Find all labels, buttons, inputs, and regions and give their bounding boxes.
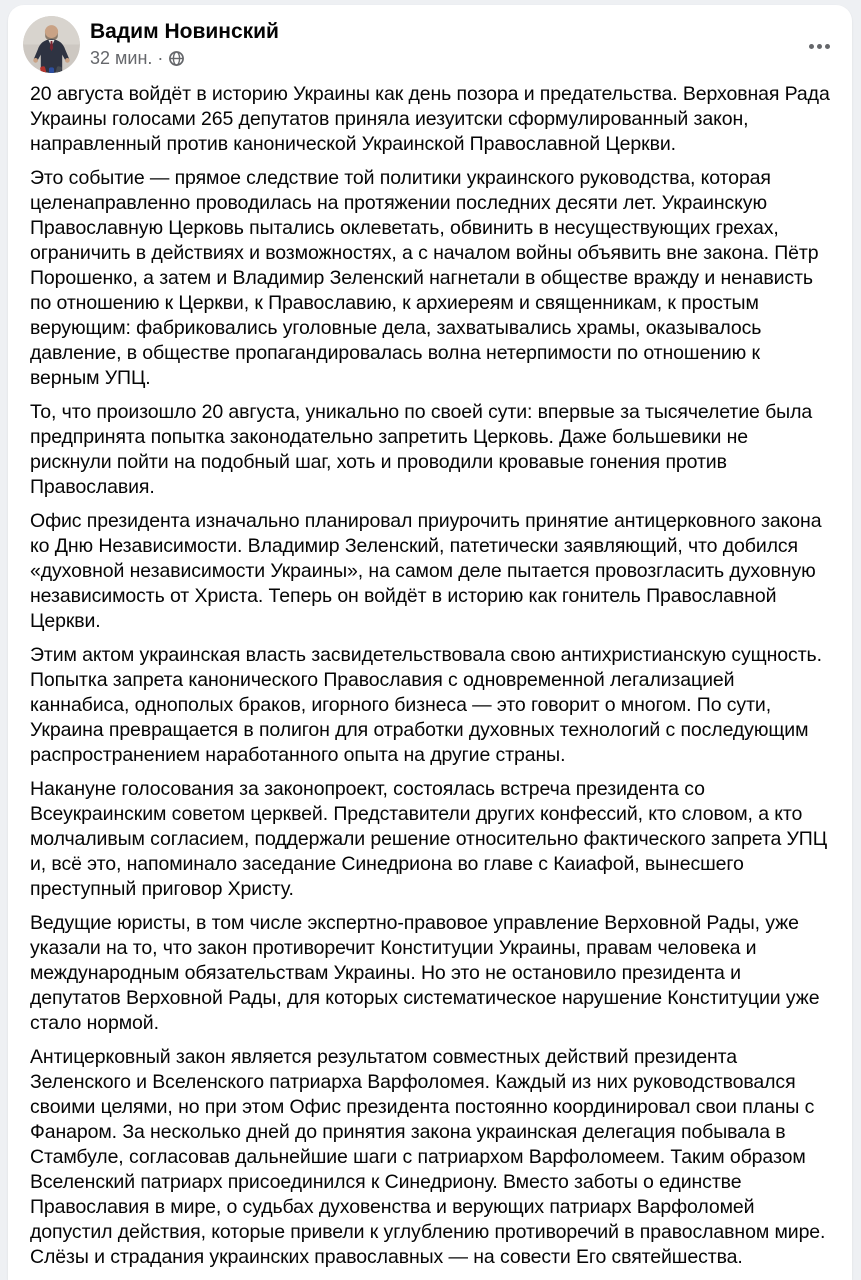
author-name[interactable]: Вадим Новинский [90,20,279,43]
avatar-photo [23,16,80,73]
post-card [8,5,852,1280]
post-paragraph: То, что произошло 20 августа, уникально по своей сути: впервые за тысячелетие была предпринята попытка законодательно запретить Церковь. Даже большевики не рискнули пойти на подобный шаг, хоть и проводили кровавые гонения против Православия. [30,401,813,498]
post-paragraph: Этим актом украинская власть засвидетельствовала свою антихристианскую сущность. Попытка запрета канонического Православия с одновременной легализацией каннабиса, однополых браков, игорного бизнеса — это говорит о многом. По сути, Украина превращается в полигон для отработки духовных технологий с последующим распространением наработанного опыта на другие страны. [30,644,822,766]
post-paragraph: Антицерковный закон является результатом совместных действий президента Зеленского и Вселенского патриарха Варфоломея. Каждый из них руководствовался своими целями, но при этом Офис президента постоянно координировал свои планы с Фанаром. За несколько дней до принятия закона украинская делегация побывала в Стамбуле, согласовав дальнейшие шаги с патриархом Варфоломеем. Таким образом Вселенский патриарх присоединился к Синедриону. Вместо заботы о единстве Православия в мире, о судьбах духовенства и верующих патриарх Варфоломей допустил действия, которые привели к углублению противоречий в православном мире. Слёзы и страдания украинских православных — на совести Его святейшества. [30,1046,826,1268]
post-paragraph: Офис президента изначально планировал приурочить принятие антицерковного закона ко Дню Независимости. Владимир Зеленский, патетически заявляющий, что добился «духовной независимости Украины», на самом деле пытается провозгласить духовную независимость от Христа. Теперь он войдёт в историю как гонитель Православной Церкви. [30,510,822,632]
post-menu-button[interactable] [800,27,838,65]
post-paragraph: Ведущие юристы, в том числе экспертно-правовое управление Верховной Рады, уже указали на то, что закон противоречит Конституции Украины, правам человека и международным обязательствам Украины. Но это не остановило президента и депутатов Верховной Рады, для которых систематическое нарушение Конституции уже стало нормой. [30,912,820,1034]
globe-icon [168,50,185,67]
post-timestamp[interactable]: 32 мин. [90,48,153,68]
ellipsis-icon [825,44,830,49]
post-paragraph: 20 августа войдёт в историю Украины как день позора и предательства. Верховная Рада Украины голосами 265 депутатов приняла иезуитски сформулированный закон, направленный против канонической Украинской Православной Церкви. [30,83,830,155]
meta-separator: · [157,48,164,68]
post-paragraph: Это событие — прямое следствие той политики украинского руководства, которая целенаправленно проводилась на протяжении последних десяти лет. Украинскую Православную Церковь пытались оклеветать, обвинить в несуществующих грехах, ограничить в действиях и возможностях, а с началом войны объявить вне закона. Пётр Порошенко, а затем и Владимир Зеленский нагнетали в обществе вражду и ненависть по отношению к Церкви, к Православию, к архиереям и священникам, к простым верующим: фабриковались уголовные дела, захватывались храмы, оказывалось давление, в обществе пропагандировалась волна нетерпимости по отношению к верным УПЦ. [30,167,819,389]
post-header [8,5,852,73]
post-body [8,73,852,1270]
author-block [90,16,279,70]
post-meta [90,46,279,70]
ellipsis-icon [817,44,822,49]
post-paragraph: Накануне голосования за законопроект, состоялась встреча президента со Всеукраинским советом церквей. Представители других конфессий, кто словом, а кто молчаливым согласием, поддержали решение относительно фактического запрета УПЦ и, всё это, напоминало заседание Синедриона во главе с Каиафой, вынесшего преступный приговор Христу. [30,778,828,900]
ellipsis-icon [809,44,814,49]
author-avatar[interactable] [23,16,80,73]
